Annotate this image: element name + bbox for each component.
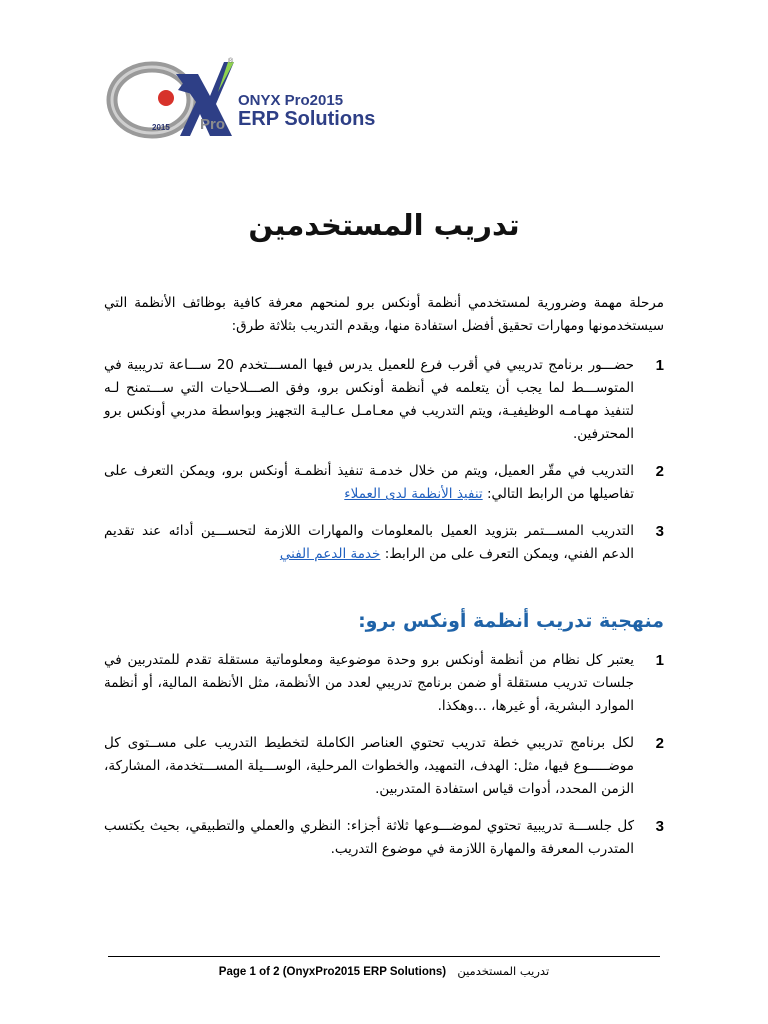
page-title: تدريب المستخدمين — [248, 208, 520, 242]
item-text: التدريب المســـتمر بتزويد العميل بالمعلومات والمهارات اللازمة لتحســـين أدائه عند تقديم الدعم الفني، ويمكن التعرف على من الرابط: — [104, 523, 634, 562]
methodology-list — [104, 649, 664, 861]
company-logo — [106, 52, 376, 142]
item-text: كل جلســـة تدريبية تحتوي لموضـــوعها ثلاثة أجزاء: النظري والعملي والتطبيقي، بحيث يكتسب المتدرب المعرفة والمهارة اللازمة في موضوع التدريب. — [104, 818, 634, 857]
item-text: حضـــور برنامج تدريبي في أقرب فرع للعميل يدرس فيها المســـتخدم 20 ســـاعة تدريبية في المتوســـط لما يجب أن يتعلمه في أنظمة أونكس برو، وفق الصـــلاحيات التي ســـتمنح لـه لتنفيذ مهـامـه الوظيفيـة، ويتم التدريب في معـامـل عـاليـة التجهيز وبواسطة مدربي أونكس برو المحترفين. — [104, 357, 634, 442]
item-number: 1 — [655, 652, 664, 669]
footer-doc-title: تدريب المستخدمين — [457, 964, 550, 978]
intro-paragraph: مرحلة مهمة وضرورية لمستخدمي أنظمة أونكس برو لمنحهم معرفة كافية بوظائف الأنظمة التي سيستخدمونها ومهارات تحقيق أفضل استفادة منها، ويقدم التدريب بثلاثة طرق: — [104, 295, 664, 334]
list-item — [104, 649, 664, 718]
item-text: التدريب في مقّر العميل، ويتم من خلال خدمـة تنفيذ أنظمـة أونكس برو، ويمكن التعرف على تفاصيلها من الرابط التالي: — [104, 463, 634, 502]
training-methods-list — [104, 354, 664, 566]
item-text: يعتبر كل نظام من أنظمة أونكس برو وحدة موضوعية ومعلوماتية مستقلة تقدم للمتدربين في جلسات تدريب مستقلة أو ضمن برنامج تدريبي لعدد من الأنظمة، مثل الأنظمة المالية، أو أنظمة الموارد البشرية، أو غيرها، ...وهكذا. — [104, 652, 634, 714]
list-item — [104, 732, 664, 801]
list-item — [104, 460, 664, 506]
document-body — [104, 292, 664, 875]
technical-support-link[interactable]: خدمة الدعم الفني — [279, 546, 381, 562]
footer-company: (OnyxPro2015 ERP Solutions) — [282, 966, 447, 978]
item-text: لكل برنامج تدريبي خطة تدريب تحتوي العناصر الكاملة لتخطيط التدريب على مســتوى كل موضـــــوع فيها، مثل: الهدف، التمهيد، والخطوات المرحلية، الوســـيلة المســـتخدمة، المشاركة، الزمن المحدد، أدوات قياس استفادة المتدربين. — [104, 735, 634, 797]
client-implementation-link[interactable]: تنفيذ الأنظمة لدى العملاء — [344, 486, 483, 502]
footer-divider — [108, 956, 660, 957]
item-number: 2 — [655, 463, 664, 480]
item-number: 3 — [655, 818, 664, 835]
item-number: 1 — [655, 357, 664, 374]
brand-tagline: ERP Solutions — [238, 108, 376, 130]
list-item — [104, 354, 664, 446]
item-number: 3 — [655, 523, 664, 540]
page-footer — [0, 964, 768, 978]
logo-year: 2015 — [152, 123, 170, 132]
logo-pro: Pro — [200, 116, 226, 133]
registered-mark: ® — [228, 58, 234, 65]
brand-product-name: ONYX Pro2015 — [238, 92, 344, 109]
item-number: 2 — [655, 735, 664, 752]
list-item — [104, 815, 664, 861]
list-item — [104, 520, 664, 566]
page-number: Page 1 of 2 — [218, 966, 280, 978]
methodology-heading: منهجية تدريب أنظمة أونكس برو: — [358, 610, 664, 632]
